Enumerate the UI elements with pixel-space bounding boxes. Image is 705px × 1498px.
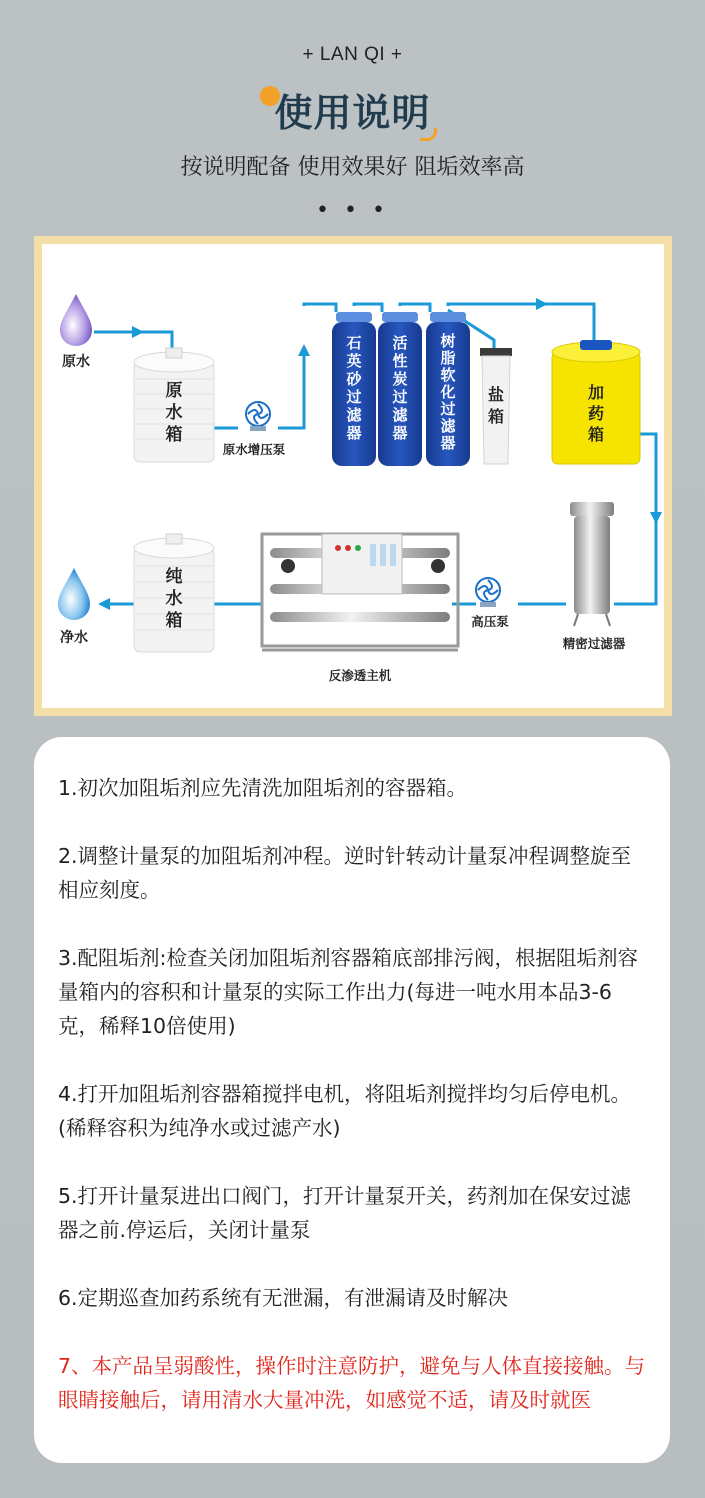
page-title (274, 82, 430, 137)
filter1-char: 器 (346, 424, 362, 442)
raw-tank-label-2: 水 (165, 403, 183, 423)
brand-label: + LAN QI + (302, 44, 403, 65)
dosing-tank-label-1: 加 (587, 383, 605, 402)
instruction-step: 3.配阻垢剂:检查关闭加阻垢剂容器箱底部排污阀，根据阻垢剂容量箱内的容积和计量泵的实际工作出力(每进一吨水用本品3-6克，稀释10倍使用) (58, 946, 638, 1038)
dosing-tank (552, 340, 640, 464)
dosing-tank-label-3: 箱 (587, 425, 605, 444)
salt-tank-label-1: 盐 (487, 385, 505, 404)
filter2-char: 滤 (392, 406, 408, 424)
filter3-char: 器 (440, 434, 456, 452)
filter3-char: 脂 (440, 349, 456, 367)
raw-tank-label-1: 原 (165, 381, 183, 401)
high-pressure-pump-label: 高压泵 (471, 614, 509, 629)
ro-host-label: 反渗透主机 (328, 668, 392, 683)
dosing-tank-label-2: 药 (587, 404, 605, 423)
raw-water-drop-icon (60, 294, 92, 346)
pure-tank-label-2: 水 (165, 589, 183, 609)
filter3-char: 滤 (440, 417, 456, 435)
instruction-step: 1.初次加阻垢剂应先清洗加阻垢剂的容器箱。 (58, 776, 468, 800)
ro-host-machine (262, 534, 458, 650)
booster-pump-label: 原水增压泵 (222, 442, 286, 457)
filter1-char: 过 (346, 388, 362, 406)
clean-water-drop-icon (58, 568, 90, 620)
instruction-step: 6.定期巡查加药系统有无泄漏，有泄漏请及时解决 (58, 1286, 509, 1310)
filter2-char: 炭 (392, 370, 408, 388)
high-pressure-pump-icon (476, 578, 500, 607)
precision-filter-label: 精密过滤器 (562, 636, 626, 651)
filter1-char: 滤 (346, 406, 362, 424)
filter2-char: 过 (392, 388, 408, 406)
title-arc-decoration (420, 128, 437, 141)
instruction-step: 5.打开计量泵进出口阀门，打开计量泵开关，药剂加在保安过滤器之前.停运后，关闭计量泵 (58, 1184, 632, 1242)
filter2-char: 器 (392, 424, 408, 442)
filter3-char: 过 (440, 400, 456, 418)
page-title-text: 使用说明 (274, 91, 431, 135)
filter1-char: 砂 (346, 370, 362, 388)
pure-tank-label-1: 纯 (165, 567, 183, 587)
raw-tank-label-3: 箱 (165, 425, 183, 445)
filter1-char: 石 (346, 334, 362, 352)
instruction-step: 2.调整计量泵的加阻垢剂冲程。逆时针转动计量泵冲程调整旋至相应刻度。 (58, 844, 632, 902)
filter3-char: 树 (440, 332, 456, 350)
precision-filter (570, 502, 614, 626)
filter2-char: 活 (392, 334, 408, 352)
filter2-char: 性 (392, 352, 408, 370)
warning-text: 7、本产品呈弱酸性，操作时注意防护，避免与人体直接接触。与眼睛接触后，请用清水大量冲洗，如感觉不适，请及时就医 (58, 1354, 646, 1412)
salt-tank-label-2: 箱 (487, 407, 505, 426)
dots-separator: • • • (316, 198, 389, 223)
filter3-char: 化 (440, 383, 456, 401)
process-diagram (42, 244, 664, 708)
raw-water-label: 原水 (62, 354, 90, 370)
process-diagram-frame (34, 236, 672, 716)
subtitle: 按说明配备 使用效果好 阻垢效率高 (180, 155, 525, 180)
filter3-char: 软 (440, 366, 456, 384)
filter1-char: 英 (346, 352, 362, 370)
process-diagram-svg (42, 244, 664, 708)
clean-water-label: 净水 (60, 630, 88, 646)
instruction-step: 4.打开加阻垢剂容器箱搅拌电机，将阻垢剂搅拌均匀后停电机。(稀释容积为纯净水或过滤产水) (58, 1082, 632, 1140)
salt-tank (480, 348, 512, 464)
booster-pump-icon (246, 402, 270, 431)
pure-tank-label-3: 箱 (165, 611, 183, 631)
instructions-card (34, 737, 670, 1463)
